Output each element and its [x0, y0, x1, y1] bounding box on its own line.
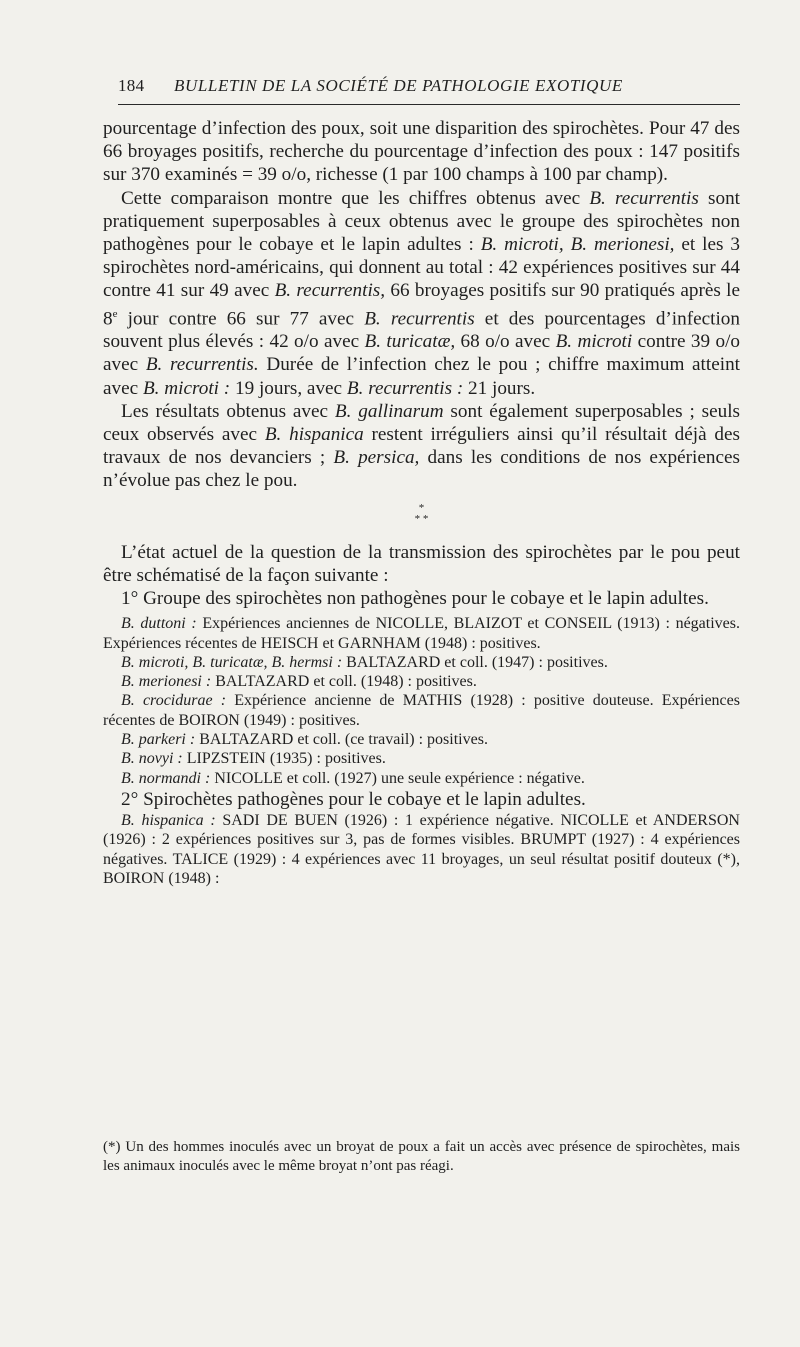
section-1-heading: 1° Groupe des spirochètes non pathogènes pour le cobaye et le lapin adultes. — [121, 588, 709, 610]
header-rule — [118, 104, 740, 105]
star-top: * — [418, 501, 425, 514]
body-text — [103, 117, 740, 888]
page-header — [118, 72, 740, 102]
page-number: 184 — [118, 76, 145, 95]
paragraph-2: Cette comparaison montre que les chiffres obtenus avec B. recurrentis sont pratiquement superposables à ceux obtenus avec le groupe des spirochètes non pathogènes pour le cobaye et le lapin adultes : B. microti, B. merionesi, et les 3 spirochètes nord-américains, qui donnent au total : 42 expériences positives sur 44 contre 41 sur 49 avec B. recurrentis, 66 broyages positifs sur 90 pratiqués après le 8e jour contre 66 sur 77 avec B. recurrentis et des pourcentages d’infection souvent plus élevés : 42 o/o avec B. turicatæ, 68 o/o avec B. microti contre 39 o/o avec B. recurrentis. Durée de l’infection chez le pou ; chiffre maximum atteint avec B. microti : 19 jours, avec B. recurrentis : 21 jours. — [103, 187, 741, 399]
paragraph-1: pourcentage d’infection des poux, soit une disparition des spirochètes. Pour 47 des 66 broyages positifs, recherche du pourcentage d’infection des poux : 147 positifs sur 370 examinés = 39 o/o, richesse (1 par 100 champs à 100 par champ). — [103, 118, 740, 186]
section-2-heading: 2° Spirochètes pathogènes pour le cobaye et le lapin adultes. — [121, 788, 586, 810]
list-item: B. hispanica : SADI DE BUEN (1926) : 1 expérience négative. NICOLLE et ANDERSON (1926) : 2 expériences positives sur 3, pas de formes visibles. BRUMPT (1927) : 4 expériences négatives. TALICE (1929) : 4 expériences avec 11 broyages, un seul résultat positif douteux (*), BOIRON (1948) : — [103, 812, 740, 888]
running-title: BULLETIN DE LA SOCIÉTÉ DE PATHOLOGIE EXOTIQUE — [174, 76, 623, 95]
star-bottom: * * — [414, 512, 429, 525]
group-1-list — [103, 614, 740, 788]
footnote: (*) Un des hommes inoculés avec un broyat de poux a fait un accès avec présence de spirochètes, mais les animaux inoculés avec le même broyat n’ont pas réagi. — [103, 1139, 740, 1174]
section-separator — [103, 503, 740, 525]
list-item: B. novyi : LIPZSTEIN (1935) : positives. — [121, 750, 386, 768]
list-item: B. microti, B. turicatæ, B. hermsi : BALTAZARD et coll. (1947) : positives. — [121, 653, 608, 671]
paragraph-4: L’état actuel de la question de la transmission des spirochètes par le pou peut être schématisé de la façon suivante : — [103, 541, 740, 586]
paragraph-3: Les résultats obtenus avec B. gallinarum sont également superposables ; seuls ceux observés avec B. hispanica restent irréguliers ainsi qu’il résultait déjà des travaux de nos devanciers ; B. persica, dans les conditions de nos expériences n’évolue pas chez le pou. — [103, 400, 740, 492]
list-item: B. parkeri : BALTAZARD et coll. (ce travail) : positives. — [121, 731, 488, 749]
list-item: B. merionesi : BALTAZARD et coll. (1948) : positives. — [121, 673, 477, 691]
list-item: B. crocidurae : Expérience ancienne de MATHIS (1928) : positive douteuse. Expériences récentes de BOIRON (1949) : positives. — [103, 692, 740, 729]
list-item: B. duttoni : Expériences anciennes de NICOLLE, BLAIZOT et CONSEIL (1913) : négatives. Expériences récentes de HEISCH et GARNHAM (1948) : positives. — [103, 615, 740, 652]
list-item: B. normandi : NICOLLE et coll. (1927) une seule expérience : négative. — [121, 769, 585, 787]
